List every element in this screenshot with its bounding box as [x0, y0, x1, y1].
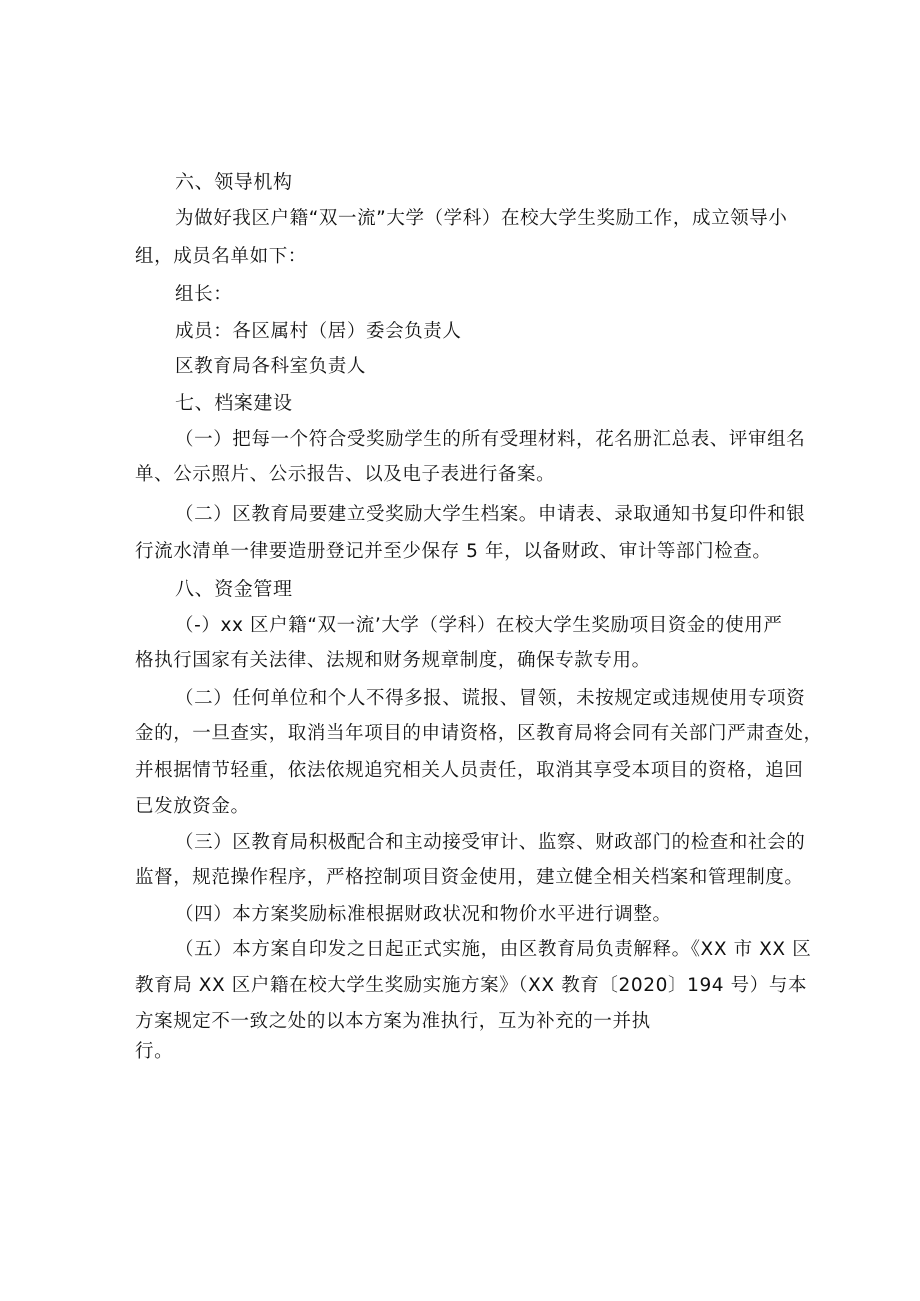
- paragraph-line: 监督，规范操作程序，严格控制项目资金使用，建立健全相关档案和管理制度。: [135, 867, 804, 888]
- paragraph-line: （-）xx 区户籍“双一流’大学（学科）在校大学生奖励项目资金的使用严: [175, 615, 783, 636]
- section-heading-archives: 七、档案建设: [175, 392, 293, 414]
- paragraph-line: 为做好我区户籍“双一流”大学（学科）在校大学生奖励工作，成立领导小: [175, 208, 788, 229]
- paragraph-line: （五）本方案自印发之日起正式实施，由区教育局负责解释。《XX 市 XX 区: [175, 939, 812, 960]
- paragraph-line: 组长：: [175, 284, 233, 305]
- paragraph-line: 格执行国家有关法律、法规和财务规章制度，确保专款专用。: [135, 650, 651, 671]
- paragraph-line: 并根据情节轻重，依法依规追究相关人员责任，取消其享受本项目的资格，追回: [135, 760, 804, 781]
- paragraph-line: 金的，一旦查实，取消当年项目的申请资格，区教育局将会同有关部门严肃查处，: [135, 723, 823, 744]
- paragraph-line: （三）区教育局积极配合和主动接受审计、监察、财政部门的检查和社会的: [175, 832, 806, 853]
- paragraph-line: （一）把每一个符合受奖励学生的所有受理材料，花名册汇总表、评审组名: [175, 429, 806, 450]
- paragraph-line: （二）区教育局要建立受奖励大学生档案。申请表、录取通知书复印件和银: [175, 504, 806, 525]
- paragraph-line: 组，成员名单如下：: [135, 246, 307, 267]
- paragraph-line: （四）本方案奖励标准根据财政状况和物价水平进行调整。: [175, 904, 672, 925]
- paragraph-line: 行。: [135, 1041, 174, 1062]
- paragraph-line: 方案规定不一致之处的以本方案为准执行，互为补充的一并执: [135, 1011, 651, 1032]
- paragraph-line: 已发放资金。: [135, 796, 250, 817]
- paragraph-line: （二）任何单位和个人不得多报、谎报、冒领，未按规定或违规使用专项资: [175, 688, 806, 709]
- paragraph-line: 区教育局各科室负责人: [175, 356, 367, 377]
- paragraph-line: 成员：各区属村（居）委会负责人: [175, 321, 462, 342]
- section-heading-leadership: 六、领导机构: [175, 171, 293, 193]
- section-heading-funds: 八、资金管理: [175, 578, 293, 600]
- paragraph-line: 教育局 XX 区户籍在校大学生奖励实施方案》（XX 教育〔2020〕194 号）与本: [135, 975, 808, 996]
- paragraph-line: 单、公示照片、公示报告、以及电子表进行备案。: [135, 464, 556, 485]
- paragraph-line: 行流水清单一律要造册登记并至少保存 5 年，以备财政、审计等部门检查。: [135, 541, 772, 562]
